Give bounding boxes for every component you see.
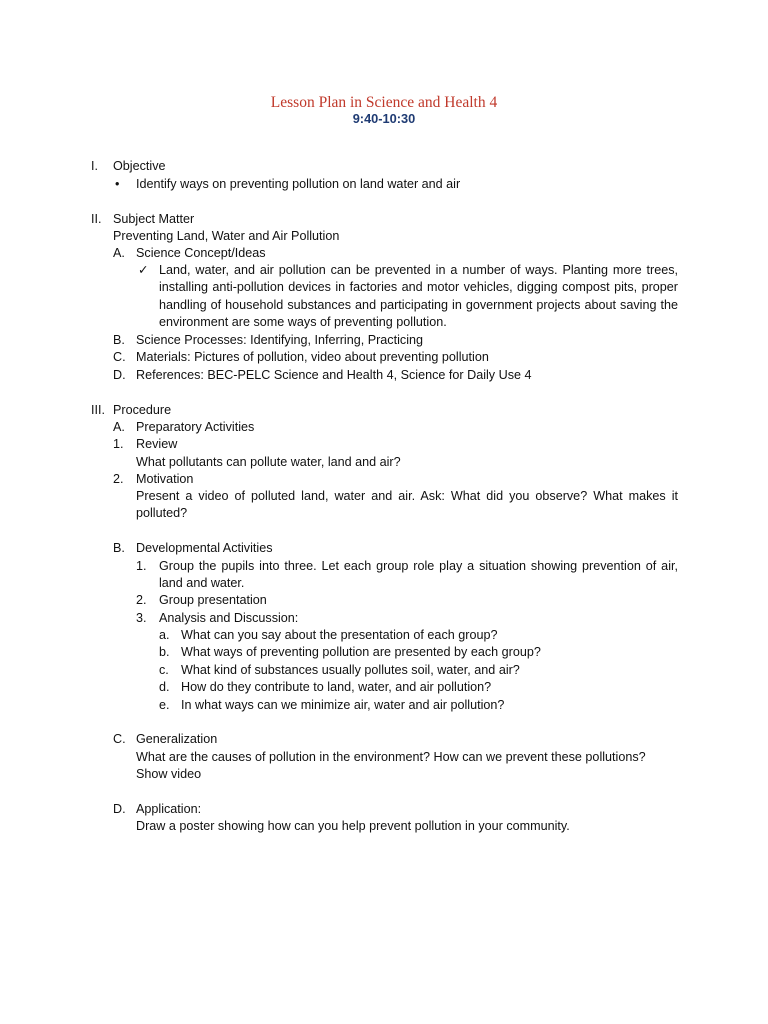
list-marker: e. (159, 698, 170, 712)
list-marker: A. (113, 246, 125, 260)
activity-group-presentation: Group presentation (159, 593, 267, 607)
section-numeral: III. (91, 403, 105, 417)
generalization-label: Generalization (136, 732, 218, 746)
list-marker: B. (113, 333, 125, 347)
time-range: 9:40-10:30 (352, 111, 416, 126)
science-concept-label: Science Concept/Ideas (136, 246, 266, 260)
list-marker: D. (113, 368, 126, 382)
application-label: Application: (136, 802, 202, 816)
preparatory-activities-label: Preparatory Activities (136, 420, 255, 434)
list-marker: A. (113, 420, 125, 434)
section-heading-procedure: Procedure (113, 403, 172, 417)
generalization-text: What are the causes of pollution in the environment? How can we prevent these pollutions? (136, 750, 646, 764)
list-marker: a. (159, 628, 170, 642)
application-text: Draw a poster showing how can you help prevent pollution in your community. (136, 819, 570, 833)
list-marker: c. (159, 663, 169, 677)
list-marker: 3. (136, 611, 147, 625)
section-heading-subject-matter: Subject Matter (113, 212, 195, 226)
list-marker: 2. (113, 472, 124, 486)
bullet-icon: • (115, 177, 120, 191)
section-numeral: I. (91, 159, 98, 173)
analysis-discussion-label: Analysis and Discussion: (159, 611, 299, 625)
list-marker: b. (159, 645, 170, 659)
objective-item: Identify ways on preventing pollution on land water and air (136, 177, 461, 191)
motivation-label: Motivation (136, 472, 194, 486)
discussion-question: What kind of substances usually pollutes soil, water, and air? (181, 663, 520, 677)
materials-label: Materials: Pictures of pollution, video about preventing pollution (136, 350, 489, 364)
discussion-question: How do they contribute to land, water, and air pollution? (181, 680, 492, 694)
list-marker: C. (113, 732, 126, 746)
generalization-show-video: Show video (136, 767, 202, 781)
science-concept-text: Land, water, and air pollution can be prevented in a number of ways. Planting more trees, installing anti-pollution devices in factories and motor vehicles, digging compost pits, proper handling of household substances and participating in government projects about saving the environment are some ways of preventing pollution. (159, 263, 678, 330)
list-marker: 1. (113, 437, 124, 451)
developmental-activities-label: Developmental Activities (136, 541, 273, 555)
science-processes-label: Science Processes: Identifying, Inferring, Practicing (136, 333, 423, 347)
list-marker: B. (113, 541, 125, 555)
discussion-question: What ways of preventing pollution are presented by each group? (181, 645, 541, 659)
list-marker: D. (113, 802, 126, 816)
list-marker: 1. (136, 559, 147, 573)
list-marker: d. (159, 680, 170, 694)
motivation-text: Present a video of polluted land, water and air. Ask: What did you observe? What makes it polluted? (136, 489, 678, 521)
subject-topic: Preventing Land, Water and Air Pollution (113, 229, 340, 243)
review-label: Review (136, 437, 178, 451)
list-marker: 2. (136, 593, 147, 607)
discussion-question: What can you say about the presentation of each group? (181, 628, 498, 642)
checkmark-icon: ✓ (138, 263, 149, 277)
review-text: What pollutants can pollute water, land and air? (136, 455, 401, 469)
section-heading-objective: Objective (113, 159, 166, 173)
section-numeral: II. (91, 212, 102, 226)
discussion-question: In what ways can we minimize air, water and air pollution? (181, 698, 505, 712)
references-label: References: BEC-PELC Science and Health 4, Science for Daily Use 4 (136, 368, 532, 382)
list-marker: C. (113, 350, 126, 364)
activity-group-roleplay: Group the pupils into three. Let each group role play a situation showing prevention of air, land and water. (159, 559, 678, 591)
document-title: Lesson Plan in Science and Health 4 (270, 94, 498, 111)
